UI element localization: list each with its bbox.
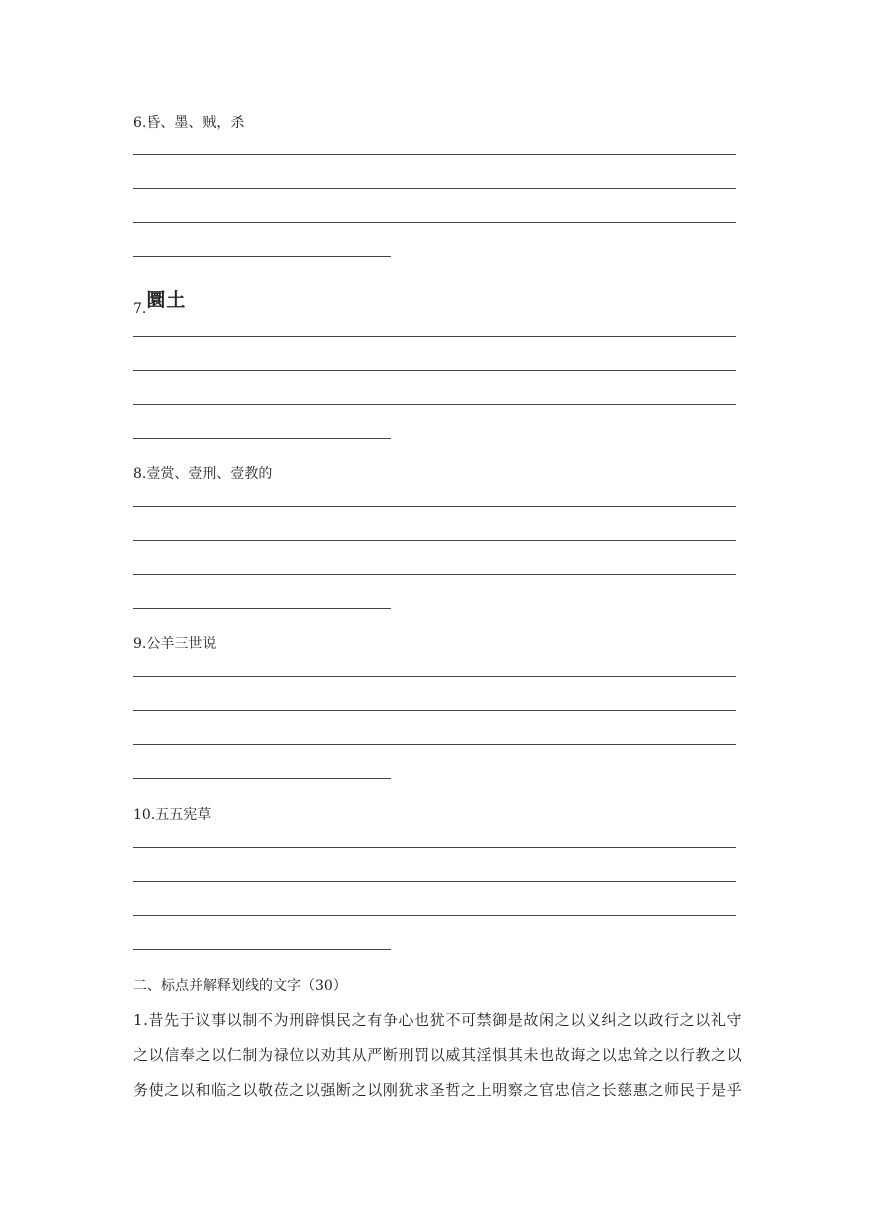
answer-line xyxy=(133,506,736,507)
answer-line xyxy=(133,336,736,337)
question-8-title xyxy=(133,464,272,484)
answer-line xyxy=(133,256,391,257)
answer-line xyxy=(133,370,736,371)
question-term: 五五宪草 xyxy=(155,807,212,823)
answer-line xyxy=(133,915,736,916)
answer-line xyxy=(133,574,736,575)
answer-line xyxy=(133,154,736,155)
answer-line xyxy=(133,188,736,189)
answer-line xyxy=(133,949,391,950)
question-term: 圜土 xyxy=(146,289,187,311)
passage-line: 之以信奉之以仁制为禄位以劝其从严断刑罚以威其淫惧其未也故诲之以忠耸之以行教之以 xyxy=(133,1046,743,1064)
answer-line xyxy=(133,744,736,745)
question-term: 壹赏、壹刑、壹教的 xyxy=(146,466,273,482)
question-10-title xyxy=(133,805,211,825)
question-term: 昏、墨、贼，杀 xyxy=(146,115,245,131)
answer-line xyxy=(133,881,736,882)
question-term: 公羊三世说 xyxy=(146,636,217,652)
question-7-title xyxy=(133,290,186,319)
passage-line: 务使之以和临之以敬莅之以强断之以刚犹求圣哲之上明察之官忠信之长慈惠之师民于是乎 xyxy=(133,1081,743,1099)
answer-line xyxy=(133,404,736,405)
answer-line xyxy=(133,222,736,223)
answer-line xyxy=(133,608,391,609)
question-number: 7. xyxy=(133,301,147,317)
answer-line xyxy=(133,540,736,541)
answer-line xyxy=(133,710,736,711)
answer-line xyxy=(133,778,391,779)
question-number: 9. xyxy=(133,636,147,652)
question-number: 6. xyxy=(133,115,147,131)
question-6-title xyxy=(133,113,244,133)
answer-line xyxy=(133,676,736,677)
question-9-title xyxy=(133,634,216,654)
question-number: 10. xyxy=(133,807,156,823)
answer-line xyxy=(133,847,736,848)
passage-line: 1.昔先于议事以制不为刑辟惧民之有争心也犹不可禁御是故闲之以义纠之以政行之以礼守 xyxy=(133,1011,743,1029)
answer-line xyxy=(133,438,391,439)
question-number: 8. xyxy=(133,466,147,482)
section-heading: 二、标点并解释划线的文字（30） xyxy=(133,978,347,994)
